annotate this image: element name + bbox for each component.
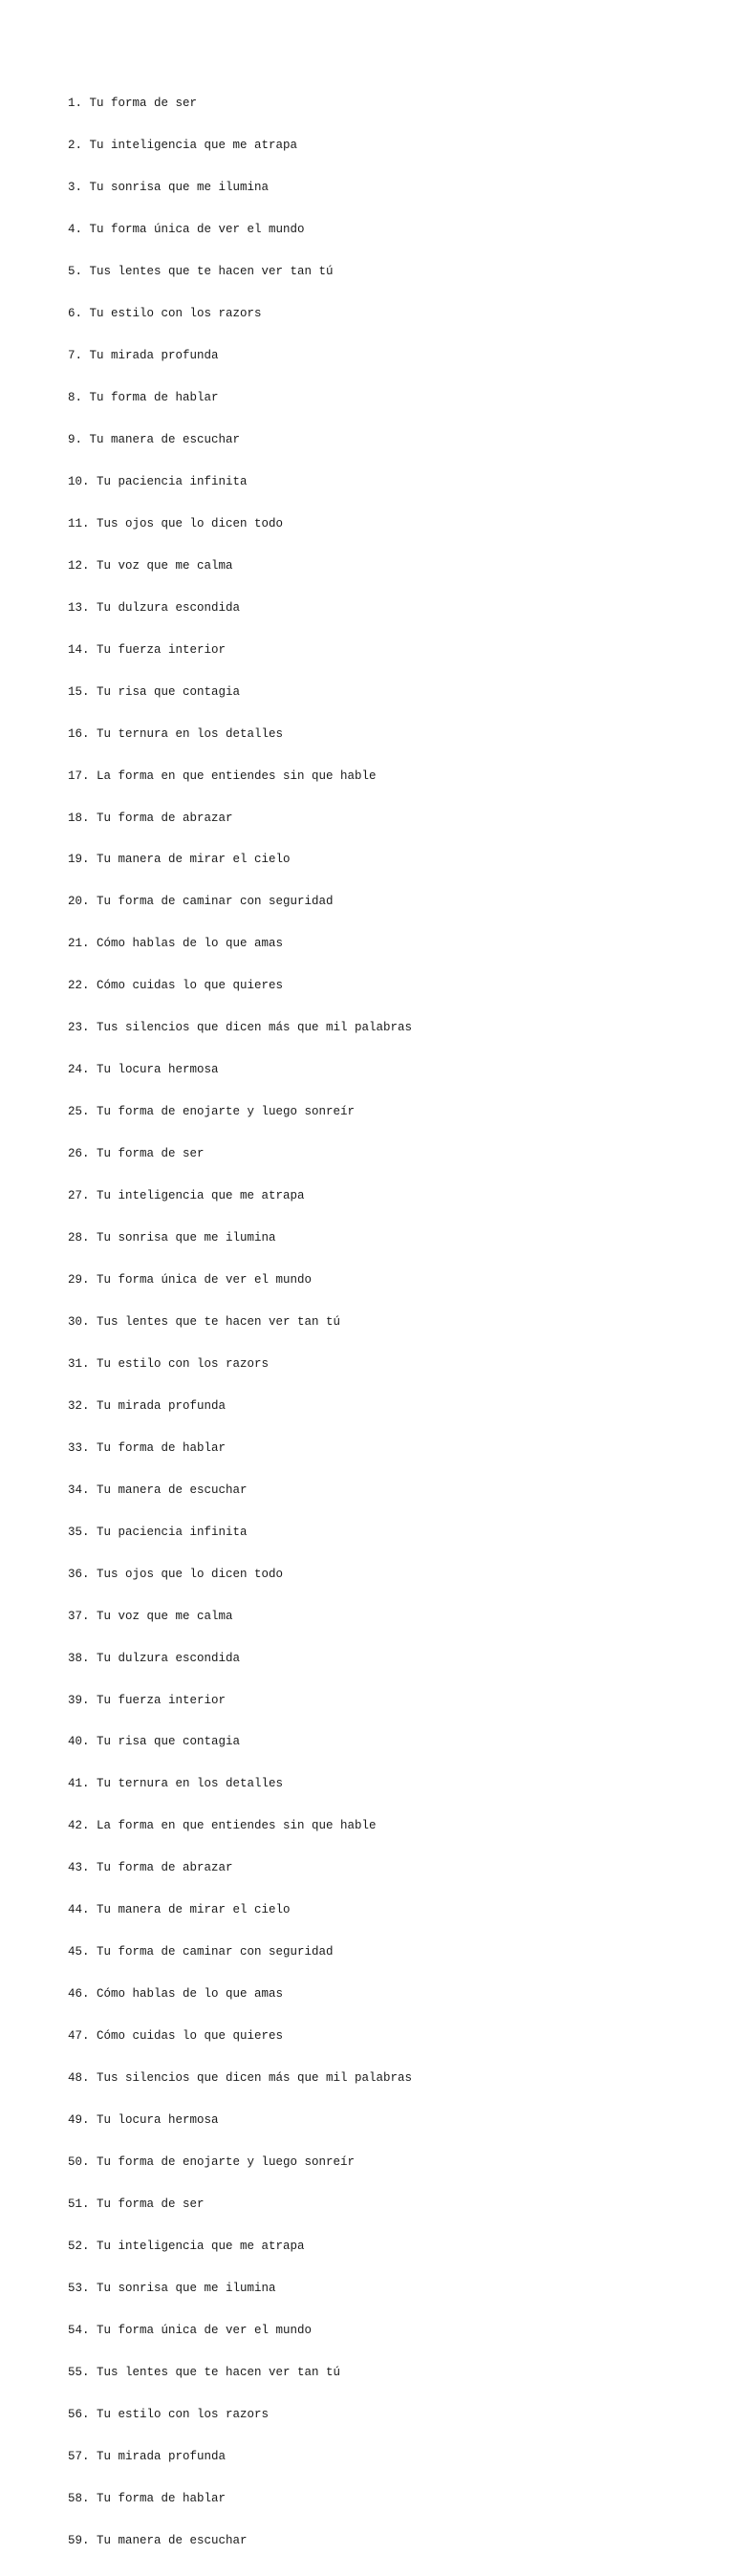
list-item: 39. Tu fuerza interior [68,1693,227,1707]
list-item: 57. Tu mirada profunda [68,2449,227,2463]
list-item: 45. Tu forma de caminar con seguridad [68,1945,334,1959]
list-item: 12. Tu voz que me calma [68,558,233,573]
list-item: 33. Tu forma de hablar [68,1440,227,1455]
list-item: 26. Tu forma de ser [68,1147,205,1161]
list-item: 52. Tu inteligencia que me atrapa [68,2239,305,2253]
list-item: 2. Tu inteligencia que me atrapa [68,139,298,153]
list-item: 41. Tu ternura en los detalles [68,1777,284,1791]
list-item: 13. Tu dulzura escondida [68,600,241,615]
list-item: 40. Tu risa que contagia [68,1735,241,1749]
list-item: 1. Tu forma de ser [68,97,198,111]
list-item: 54. Tu forma única de ver el mundo [68,2323,313,2337]
list-item: 31. Tu estilo con los razors [68,1356,270,1371]
list-item: 49. Tu locura hermosa [68,2113,219,2128]
list-item: 38. Tu dulzura escondida [68,1651,241,1665]
list-item: 6. Tu estilo con los razors [68,307,262,321]
list-item: 44. Tu manera de mirar el cielo [68,1903,291,1917]
list-item: 50. Tu forma de enojarte y luego sonreír [68,2155,356,2170]
list-item: 15. Tu risa que contagia [68,684,241,699]
list-item: 20. Tu forma de caminar con seguridad [68,895,334,909]
list-item: 28. Tu sonrisa que me ilumina [68,1231,276,1245]
numbered-list [68,69,412,2576]
list-item: 46. Cómo hablas de lo que amas [68,1987,284,2002]
list-item: 3. Tu sonrisa que me ilumina [68,181,270,195]
list-item: 37. Tu voz que me calma [68,1609,233,1623]
list-item: 8. Tu forma de hablar [68,390,219,404]
list-item: 22. Cómo cuidas lo que quieres [68,979,284,993]
list-item: 21. Cómo hablas de lo que amas [68,937,284,951]
list-item: 51. Tu forma de ser [68,2197,205,2211]
list-item: 55. Tus lentes que te hacen ver tan tú [68,2365,341,2379]
list-item: 19. Tu manera de mirar el cielo [68,853,291,867]
list-item: 30. Tus lentes que te hacen ver tan tú [68,1314,341,1329]
list-item: 23. Tus silencios que dicen más que mil palabras [68,1021,413,1035]
list-item: 36. Tus ojos que lo dicen todo [68,1567,284,1581]
list-item: 29. Tu forma única de ver el mundo [68,1273,313,1287]
list-item: 53. Tu sonrisa que me ilumina [68,2281,276,2295]
list-item: 42. La forma en que entiendes sin que hable [68,1819,377,1833]
list-item: 58. Tu forma de hablar [68,2491,227,2505]
list-item: 18. Tu forma de abrazar [68,811,233,825]
list-item: 24. Tu locura hermosa [68,1063,219,1077]
list-item: 27. Tu inteligencia que me atrapa [68,1189,305,1203]
list-item: 48. Tus silencios que dicen más que mil palabras [68,2071,413,2086]
list-item: 59. Tu manera de escuchar [68,2533,248,2547]
list-item: 17. La forma en que entiendes sin que hable [68,768,377,783]
list-item: 47. Cómo cuidas lo que quieres [68,2029,284,2044]
list-item: 11. Tus ojos que lo dicen todo [68,516,284,530]
list-item: 9. Tu manera de escuchar [68,432,241,446]
list-item: 35. Tu paciencia infinita [68,1525,248,1539]
list-item: 43. Tu forma de abrazar [68,1861,233,1875]
list-item: 5. Tus lentes que te hacen ver tan tú [68,265,334,279]
list-item: 7. Tu mirada profunda [68,349,219,363]
list-item: 56. Tu estilo con los razors [68,2407,270,2421]
list-item: 10. Tu paciencia infinita [68,474,248,488]
list-item: 34. Tu manera de escuchar [68,1483,248,1497]
list-item: 16. Tu ternura en los detalles [68,726,284,741]
list-item: 25. Tu forma de enojarte y luego sonreír [68,1105,356,1119]
list-item: 14. Tu fuerza interior [68,642,227,657]
list-item: 4. Tu forma única de ver el mundo [68,223,305,237]
list-item: 32. Tu mirada profunda [68,1398,227,1413]
